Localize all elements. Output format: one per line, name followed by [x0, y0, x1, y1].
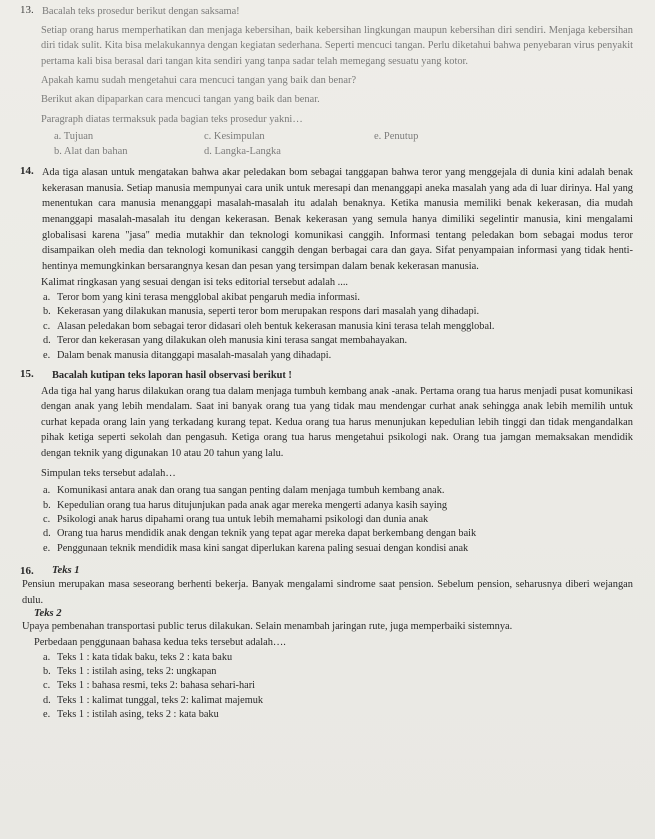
option-text: Langka-Langka [214, 146, 281, 158]
question-number: 13. [20, 4, 34, 16]
option-letter: b. [43, 306, 51, 318]
question-13 [20, 4, 633, 159]
option-letter: b. [43, 499, 51, 511]
option-text: Teks 1 : istilah asing, teks 2: ungkapan [57, 665, 217, 677]
reading-paragraph: Ada tiga hal yang harus dilakukan orang tua dalam menjaga tumbuh kembang anak -anak. Pertama orang tua harus menjadi pusat komunikasi dengan anak yang lebih mendalam. Saat ini banyak orang tua yang tidak mau mendengar curhat anak sehingga anak lebih memilih untuk curhat kepada orang lain yang terkadang kurang tepat. Kedua orang tua harus menunjukan kepedulian lebih tinggi dan tidak mengandalkan pihak ketiga seperti sekolah dan pengasuh. Ketiga orang tua harus mengetahui psikologi nak. Orang tua jamgan memaksakan mendidik dengan teknik yang digunakan 10 atau 20 tahun yang lalu. [41, 385, 633, 459]
option-letter: b. [43, 665, 51, 677]
reading-paragraph: Setiap orang harus memperhatikan dan menjaga kebersihan, baik kebersihan lingkungan maupun kebersihan diri sendiri. Menjaga kebersihan diri tidak sulit. Kita bisa melakukannya dengan kegiatan sederhana. Seperti mencuci tangan. Perlu diketahui bahwa penyebaran virus penyakit pertama kali bisa berasal dari tangan kita sendiri yang tanpa sadar telah memegang sesuatu yang kotor. [41, 24, 633, 67]
option-letter: c. [43, 320, 51, 332]
answer-options [20, 291, 633, 363]
option-letter: d. [43, 694, 51, 706]
question-16 [20, 565, 633, 722]
answer-option[interactable] [30, 484, 633, 498]
option-text: Kesimpulan [213, 131, 265, 143]
answer-options [20, 129, 633, 159]
answer-options [20, 484, 633, 556]
question-prompt: Simpulan teks tersebut adalah… [41, 467, 176, 479]
question-number: 16. [20, 565, 34, 578]
answer-option[interactable] [54, 144, 204, 159]
option-letter: c. [204, 131, 212, 143]
option-letter: a. [54, 131, 62, 143]
option-letter: d. [43, 528, 51, 540]
option-text: Teks 1 : bahasa resmi, teks 2: bahasa sehari-hari [57, 680, 255, 692]
reading-paragraph: Ada tiga alasan untuk mengatakan bahwa akar peledakan bom sebagai tanggapan bahwa teror yang menggejala di dunia kini adalah benak kekerasan manusia. Setiap manusia mempunyai cara unik untuk meresapi dan menanggapi aneka masalah yang ada di luar dirinya. Hal yang menentukan cara manusia menanggapi masalah-masalah itu adalah benaknya. Ketika manusia memiliki benak kekerasan, dia mudah menanggapi masalah-masalah itu dengan kekerasan. Benak kekerasan yang semula hanya dimiliki segelintir manusia, kini mengalami globalisasi karena "jasa" media mutakhir dan teknologi komunikasi canggih. Informasi tentang peledakan bom sebagai modus teror disampaikan oleh media dan teknologi komunikasi canggih dengan berbagai cara dan gaya. Sifat penyampaian informasi yang tidak henti-hentinya memungkinkan bersarangnya kesan dan pesan yang tersimpan dalam benak kekerasan manusia. [42, 167, 633, 272]
option-letter: b. [54, 146, 62, 158]
option-text: Teror dan kekerasan yang dilakukan oleh manusia kini terasa sangat membahayakan. [57, 335, 408, 347]
answer-options [20, 651, 633, 723]
answer-option[interactable] [30, 665, 633, 679]
option-letter: d. [43, 335, 51, 347]
option-text: Penggunaan teknik mendidik masa kini sangat diperlukan karena paling sesuai dengan kondisi anak [57, 542, 469, 554]
answer-option[interactable] [30, 334, 633, 348]
question-15 [20, 368, 633, 556]
option-text: Teror bom yang kini terasa mengglobal akibat pengaruh media informasi. [57, 291, 360, 303]
reading-paragraph: Berikut akan dipaparkan cara mencuci tangan yang baik dan benar. [41, 93, 320, 105]
answer-option[interactable] [30, 349, 633, 363]
option-text: Kepedulian orang tua harus ditujunjukan pada anak agar mereka mengerti adanya kasih saying [57, 499, 447, 511]
option-letter: a. [43, 485, 51, 497]
option-letter: a. [43, 651, 51, 663]
text-1-label: Teks 1 [52, 565, 80, 577]
question-title: Bacalah kutipan teks laporan hasil observasi berikut ! [52, 369, 292, 381]
option-text: Komunikasi antara anak dan orang tua sangan penting dalam menjaga tumbuh kembang anak. [57, 485, 445, 497]
answer-option[interactable] [30, 651, 633, 665]
reading-paragraph: Upaya pembenahan transportasi public terus dilakukan. Selain menambah jaringan rute, juga memperbaiki sistemnya. [22, 621, 513, 633]
reading-paragraph: Apakah kamu sudah mengetahui cara mencuci tangan yang baik dan benar? [41, 75, 357, 87]
question-title: Bacalah teks prosedur berikut dengan saksama! [42, 6, 240, 17]
answer-option[interactable] [30, 499, 633, 513]
option-text: Alat dan bahan [63, 146, 128, 158]
option-text: Kekerasan yang dilakukan manusia, seperti teror bom merupakan respons dari masalah yang dihadapi. [57, 306, 480, 318]
option-letter: c. [43, 513, 51, 525]
answer-option[interactable] [30, 527, 633, 541]
option-letter: c. [43, 680, 51, 692]
answer-option[interactable] [374, 129, 544, 144]
option-text: Tujuan [63, 131, 94, 143]
question-prompt: Kalimat ringkasan yang sesuai dengan isi teks editorial tersebut adalah .... [41, 277, 349, 289]
answer-option[interactable] [30, 291, 633, 305]
answer-option[interactable] [30, 513, 633, 527]
reading-paragraph: Pensiun merupakan masa seseorang berhenti bekerja. Banyak mengalami sindrome saat pension. Sebelum pension, seharusnya diberi wejangan dulu. [22, 579, 633, 606]
option-letter: e. [43, 349, 51, 361]
answer-option[interactable] [54, 129, 204, 144]
option-text: Penutup [383, 131, 419, 143]
answer-option[interactable] [30, 305, 633, 319]
answer-option[interactable] [30, 708, 633, 722]
option-letter: e. [43, 709, 51, 721]
option-letter: d. [204, 146, 212, 158]
question-number: 14. [20, 165, 34, 178]
option-text: Teks 1 : kata tidak baku, teks 2 : kata baku [57, 651, 233, 663]
option-text: Teks 1 : istilah asing, teks 2 : kata baku [57, 709, 219, 721]
answer-option[interactable] [30, 679, 633, 693]
option-letter: a. [43, 291, 51, 303]
option-letter: e. [374, 131, 382, 143]
question-14 [20, 165, 633, 363]
answer-option[interactable] [204, 129, 374, 144]
question-prompt: Paragraph diatas termaksuk pada bagian teks prosedur yakni… [41, 113, 303, 125]
option-text: Teks 1 : kalimat tunggal, teks 2: kalimat majemuk [57, 694, 264, 706]
option-text: Dalam benak manusia ditanggapi masalah-masalah yang dihadapi. [57, 349, 332, 361]
answer-option[interactable] [30, 320, 633, 334]
answer-option[interactable] [30, 694, 633, 708]
question-prompt: Perbedaan penggunaan bahasa kedua teks tersebut adalah…. [34, 636, 286, 648]
option-letter: e. [43, 542, 51, 554]
option-text: Orang tua harus mendidik anak dengan teknik yang tepat agar mereka dapat berkembang dengan baik [57, 528, 477, 540]
answer-option[interactable] [204, 144, 374, 159]
option-text: Psikologi anak harus dipahami orang tua untuk lebih memahami psikologi dan dunia anak [57, 513, 429, 525]
question-number: 15. [20, 367, 34, 380]
answer-option[interactable] [30, 542, 633, 556]
text-2-label: Teks 2 [34, 608, 62, 620]
option-text: Alasan peledakan bom sebagai teror didasari oleh bentuk kekerasan manusia kini terasa telah mengglobal. [57, 320, 495, 332]
